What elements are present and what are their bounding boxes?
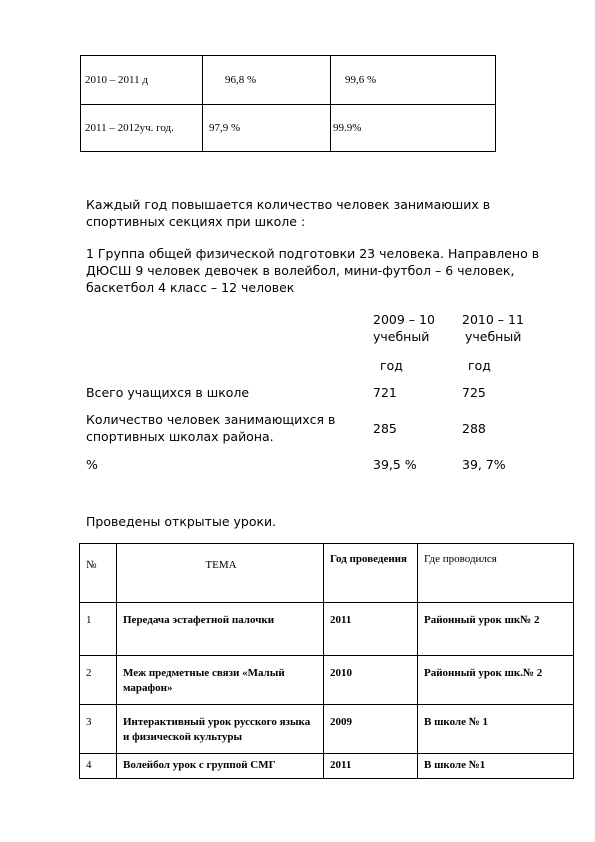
header-year: Год проведения xyxy=(324,544,418,603)
lesson-place: В школе №1 xyxy=(418,754,574,779)
lesson-topic: Интерактивный урок русского языка и физической культуры xyxy=(117,705,324,754)
stats-col2-header-line2: учебный xyxy=(465,329,522,344)
stats-value: 288 xyxy=(462,421,486,436)
table-cell: 97,9 % xyxy=(203,105,331,152)
table-row xyxy=(81,56,496,105)
stats-label-sport: Количество человек занимающихся в спортивных школах района. xyxy=(86,412,336,444)
stats-value: 39, 7% xyxy=(462,457,506,472)
table-cell: 2011 – 2012уч. год. xyxy=(81,105,203,152)
lesson-topic: Меж предметные связи «Малый марафон» xyxy=(117,656,324,705)
table-header-row xyxy=(80,544,574,603)
table-cell: 99.9% xyxy=(331,105,496,152)
lessons-title: Проведены открытые уроки. xyxy=(86,514,277,529)
lesson-place: Районный урок шк№ 2 xyxy=(418,603,574,656)
stats-value: 721 xyxy=(373,385,397,400)
stats-value: 285 xyxy=(373,421,397,436)
lesson-topic: Волейбол урок с группой СМГ xyxy=(117,754,324,779)
table-row xyxy=(80,754,574,779)
results-table xyxy=(80,55,496,152)
group-paragraph: 1 Группа общей физической подготовки 23 человека. Направлено в ДЮСШ 9 человек девочек в волейбол, мини-футбол – 6 человек, баскетбол 4 класс – 12 человек xyxy=(86,246,540,295)
table-row xyxy=(81,105,496,152)
lesson-year: 2009 xyxy=(324,705,418,754)
lesson-place: Районный урок шк.№ 2 xyxy=(418,656,574,705)
stats-col1-header-line2: учебный xyxy=(373,329,430,344)
lesson-year: 2011 xyxy=(324,754,418,779)
stats-value: 725 xyxy=(462,385,486,400)
lesson-number: 2 xyxy=(80,656,117,705)
lesson-place: В школе № 1 xyxy=(418,705,574,754)
table-row xyxy=(80,603,574,656)
lessons-table xyxy=(79,543,574,779)
stats-label-percent: % xyxy=(86,457,98,472)
header-place: Где проводился xyxy=(418,544,574,603)
lesson-year: 2011 xyxy=(324,603,418,656)
header-number: № xyxy=(80,544,117,603)
lesson-topic: Передача эстафетной палочки xyxy=(117,603,324,656)
table-row xyxy=(80,656,574,705)
lesson-number: 1 xyxy=(80,603,117,656)
stats-col1-header-line1: 2009 – 10 xyxy=(373,312,435,327)
stats-col2-header-line3: год xyxy=(468,358,491,373)
stats-col2-header-line1: 2010 – 11 xyxy=(462,312,524,327)
table-row xyxy=(80,705,574,754)
table-cell: 96,8 % xyxy=(203,56,331,105)
stats-col1-header-line3: год xyxy=(380,358,403,373)
lesson-number: 3 xyxy=(80,705,117,754)
lesson-year: 2010 xyxy=(324,656,418,705)
stats-label-total: Всего учащихся в школе xyxy=(86,385,250,400)
table-cell: 99,6 % xyxy=(331,56,496,105)
header-topic: ТЕМА xyxy=(117,544,324,603)
intro-paragraph: Каждый год повышается количество человек занимаюших в спортивных секциях при школе : xyxy=(86,197,491,229)
stats-value: 39,5 % xyxy=(373,457,417,472)
lesson-number: 4 xyxy=(80,754,117,779)
table-cell: 2010 – 2011 д xyxy=(81,56,203,105)
